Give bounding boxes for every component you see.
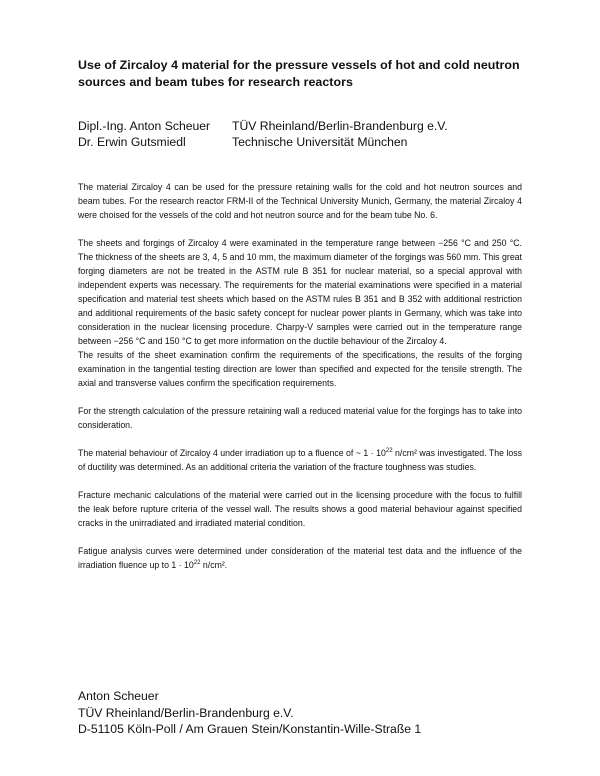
author-institution: TÜV Rheinland/Berlin-Brandenburg e.V. (232, 119, 448, 133)
paragraph-text: The material behaviour of Zircaloy 4 under irradiation up to a fluence of ~ 1 · 10 (78, 448, 386, 458)
paper-title: Use of Zircaloy 4 material for the pressure vessels of hot and cold neutron sources and beam tubes for research reactors (78, 58, 520, 89)
paragraph-text: n/cm². (200, 560, 228, 570)
paragraph (78, 544, 522, 572)
exponent: 22 (385, 448, 393, 455)
author-institution: Technische Universität München (232, 135, 408, 149)
author-name: Dr. Erwin Gutsmiedl (78, 135, 186, 149)
exponent: 22 (193, 560, 201, 567)
contact-address: D-51105 Köln-Poll / Am Grauen Stein/Konstantin-Wille-Straße 1 (78, 722, 422, 736)
paragraph: Fracture mechanic calculations of the material were carried out in the licensing procedure with the focus to fulfill the leak before rupture criteria of the vessel wall. The results shows a good material behaviour against specified cracks in the unirradiated and irradiated material condition. (78, 490, 522, 528)
author-name: Dipl.-Ing. Anton Scheuer (78, 119, 211, 133)
paragraph: For the strength calculation of the pressure retaining wall a reduced material value for the forgings has to take into consideration. (78, 406, 522, 430)
paragraph-text: Fatigue analysis curves were determined under consideration of the material test data and the influence of the irradiation fluence up to 1 · 10 (78, 546, 522, 570)
paragraph: The results of the sheet examination confirm the requirements of the specifications, the results of the forging examination in the tangential testing direction are lower than specified and expected for the tensile strength. The axial and transverse values confirm the specification requirements. (78, 350, 522, 388)
paragraph: The material Zircaloy 4 can be used for the pressure retaining walls for the cold and hot neutron sources and beam tubes. For the research reactor FRM-II of the Technical University Munich, Germany, the material Zircaloy 4 were choised for the vessels of the cold and hot neutron source and for the beam tube No. 6. (78, 182, 522, 220)
paragraph (78, 446, 522, 474)
author-row (78, 118, 538, 134)
contact-footer (78, 688, 538, 738)
contact-name: Anton Scheuer (78, 689, 159, 703)
paragraph: The sheets and forgings of Zircaloy 4 were examinated in the temperature range between −256 °C and 250 °C. The thickness of the sheets are 3, 4, 5 and 10 mm, the maximum diameter of the forgings was 560 mm. This great forging diameters are not be treated in the ASTM rule B 351 for nuclear material, so a special approval with independent experts was necessary. The requirements for the material examinations were specified in a material specification and material test sheets which based on the ASTM rules B 351 and B 352 with additional restriction and additional requirements of the basic safety concept for nuclear power plants in Germany, which was take into consideration in the nuclear licensing procedure. Charpy-V samples were carried out in the temperature range between −256 °C and 150 °C to get more information on the ductile behaviour of the Zircaloy 4. (78, 238, 522, 346)
author-row (78, 134, 538, 150)
contact-organization: TÜV Rheinland/Berlin-Brandenburg e.V. (78, 705, 294, 720)
paragraph-text: n/cm² was investigated. The loss of ductility was determined. As an additional criteria the variation of the fracture toughness was studies. (78, 448, 523, 472)
author-block (78, 118, 538, 150)
abstract-body (78, 180, 522, 572)
